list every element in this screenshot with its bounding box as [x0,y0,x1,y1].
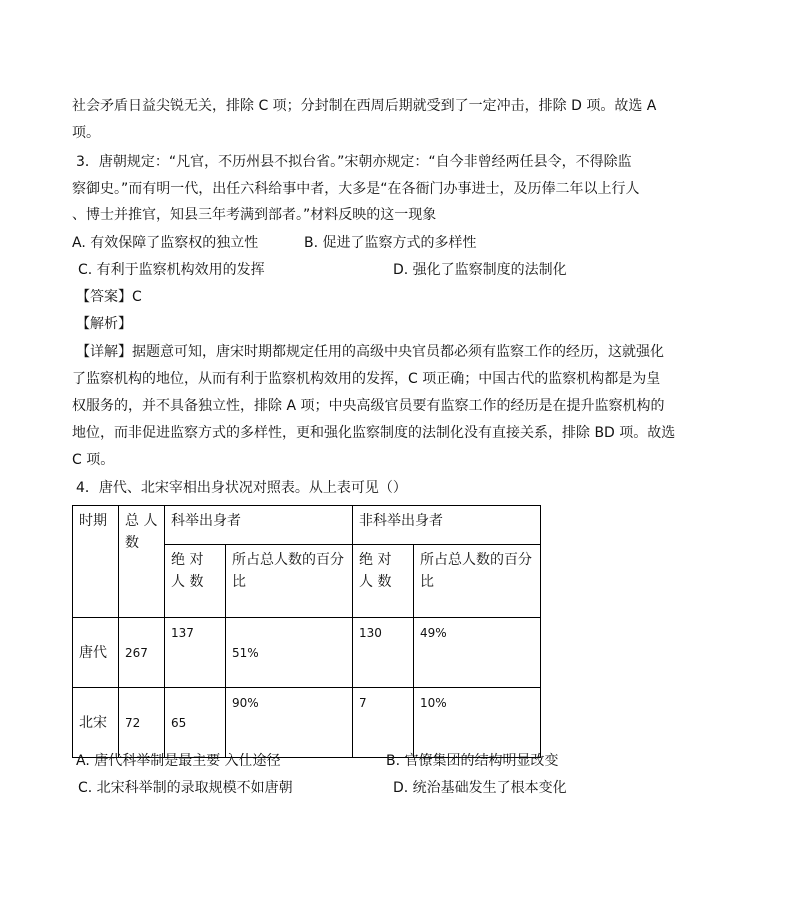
q3-detail-line-3: 权服务的，并不具备独立性，排除 A 项；中央高级官员要有监察工作的经历是在提升监察机构的 [72,398,665,414]
row-keju-abs: 65 [165,688,226,758]
header-pct-keju: 所占总人数的百分比 [226,545,353,618]
rank-comparison-table [72,505,541,758]
q3-option-b: B. 促进了监察方式的多样性 [304,235,477,251]
q3-answer: 【答案】C [76,289,142,305]
q3-detail-line-1: 【详解】据题意可知，唐宋时期都规定任用的高级中央官员都必须有监察工作的经历，这就强化 [76,344,664,360]
q4-option-c: C. 北宋科举制的录取规模不如唐朝 [78,780,293,796]
row-keju-abs: 137 [165,618,226,688]
table-row [73,618,541,688]
header-keju: 科举出身者 [165,506,353,545]
row-total: 267 [119,618,165,688]
prev-analysis-line-2: 项。 [72,125,100,141]
header-period: 时期 [73,506,119,618]
q4-option-a: A. 唐代科举制是最主要 入仕途径 [76,753,281,769]
header-total: 总 人 数 [119,506,165,618]
header-nonkeju: 非科举出身者 [353,506,541,545]
table-row [73,688,541,758]
row-period: 北宋 [73,688,119,758]
table-header-row [73,506,541,545]
q3-stem-line-2: 察御史。”而有明一代，出任六科给事中者，大多是“在各衙门办事进士，及历俸二年以上行人 [72,181,640,197]
row-non-pct: 49% [414,618,541,688]
prev-analysis-line-1: 社会矛盾日益尖锐无关，排除 C 项；分封制在西周后期就受到了一定冲击，排除 D 项。故选 A [72,98,657,114]
q3-detail-line-4: 地位，而非促进监察方式的多样性，更和强化监察制度的法制化没有直接关系，排除 BD 项。故选 [72,425,676,441]
q3-stem-line-3: 、博士并推官，知县三年考满到部者。”材料反映的这一现象 [72,207,437,223]
header-abs-nonkeju: 绝 对 人 数 [353,545,414,618]
row-non-pct: 10% [414,688,541,758]
q3-option-d: D. 强化了监察制度的法制化 [393,262,567,278]
row-keju-pct: 51% [226,618,353,688]
q3-detail-line-2: 了监察机构的地位，从而有利于监察机构效用的发挥，C 项正确；中国古代的监察机构都是为皇 [72,371,661,387]
q4-option-d: D. 统治基础发生了根本变化 [393,780,567,796]
header-pct-nonkeju: 所占总人数的百分比 [414,545,541,618]
q4-option-b: B. 官僚集团的结构明显改变 [386,753,559,769]
row-non-abs: 130 [353,618,414,688]
q3-option-a: A. 有效保障了监察权的独立性 [72,235,259,251]
q3-analysis-label: 【解析】 [76,316,132,332]
row-keju-pct: 90% [226,688,353,758]
header-abs-keju: 绝 对 人 数 [165,545,226,618]
row-total: 72 [119,688,165,758]
q3-stem-line-1: 3．唐朝规定：“凡官，不历州县不拟台省。”宋朝亦规定：“自今非曾经两任县令，不得除监 [76,154,632,170]
row-period: 唐代 [73,618,119,688]
q4-stem: 4．唐代、北宋宰相出身状况对照表。从上表可见（） [76,480,407,496]
row-non-abs: 7 [353,688,414,758]
q3-option-c: C. 有利于监察机构效用的发挥 [78,262,265,278]
q3-detail-line-5: C 项。 [72,452,115,468]
